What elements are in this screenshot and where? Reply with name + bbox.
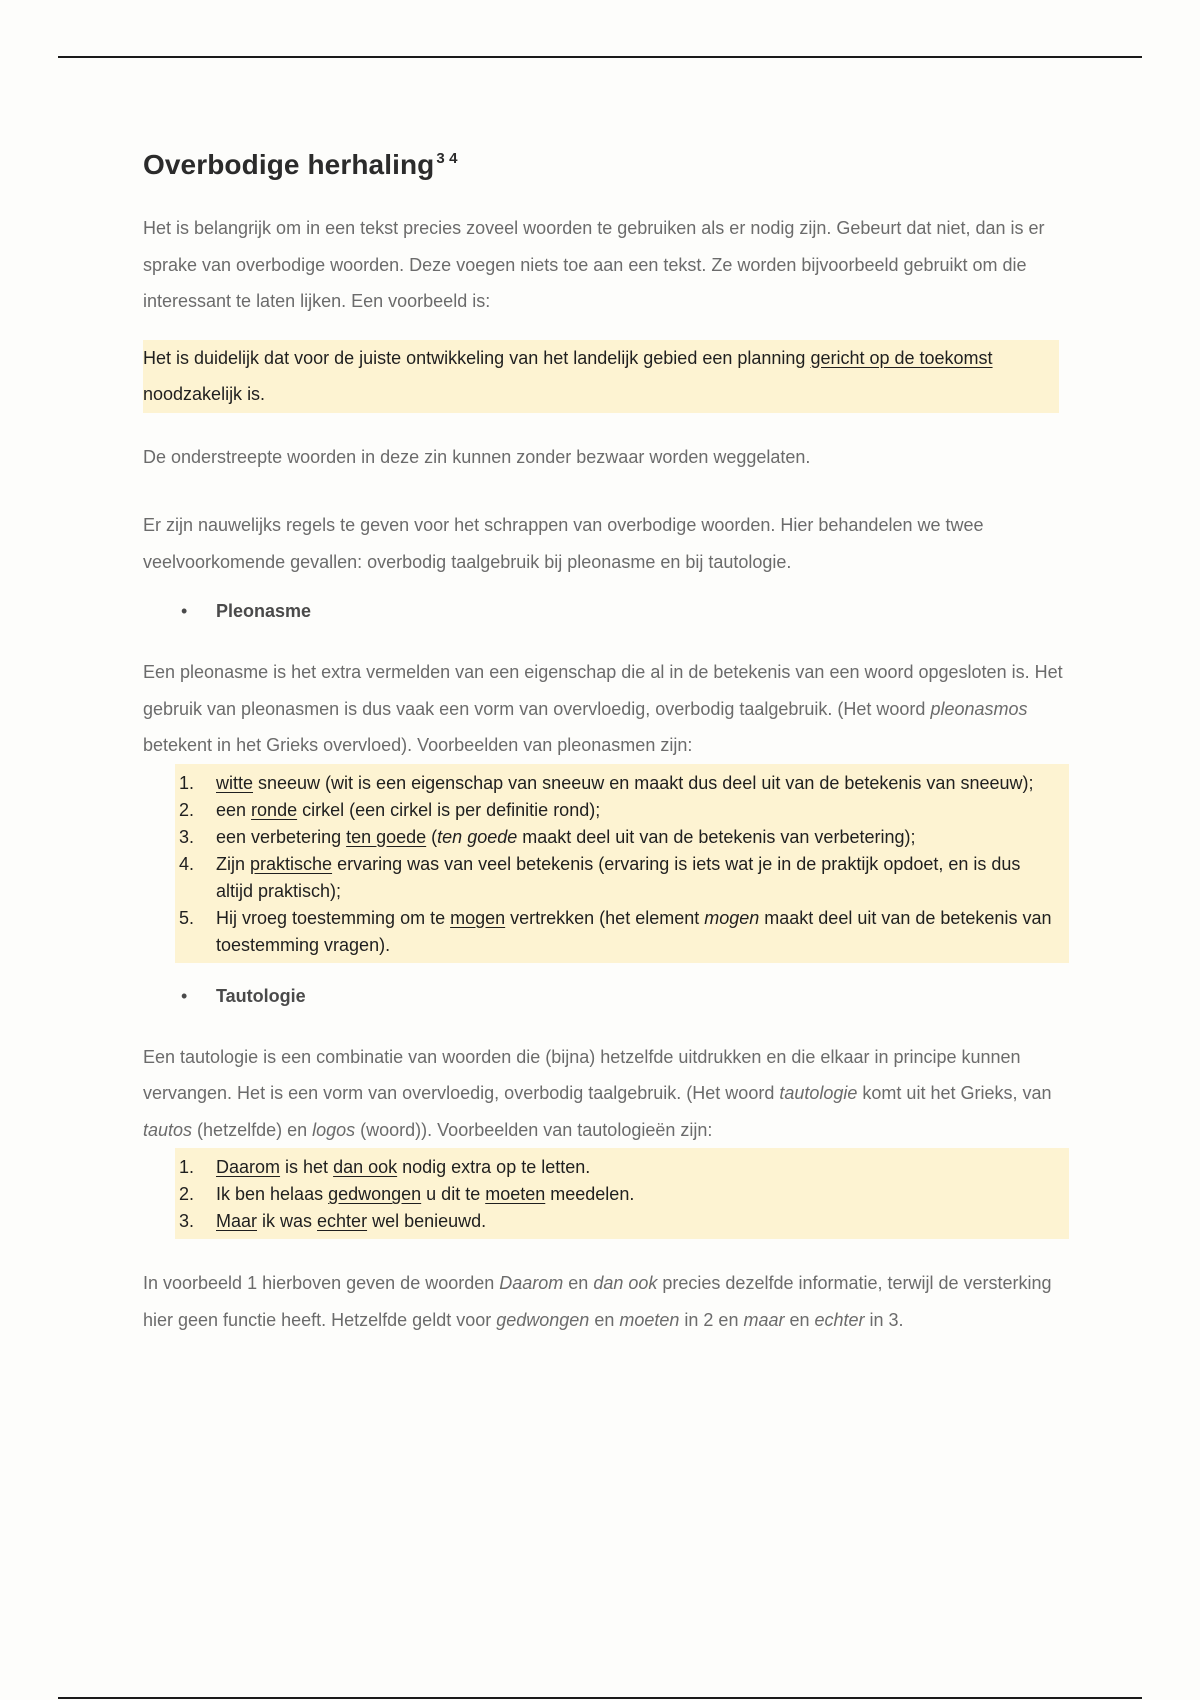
tautologie-paragraph: Een tautologie is een combinatie van woorden die (bijna) hetzelfde uitdrukken en die elkaar in principe kunnen vervangen. Het is een vorm van overvloedig, overbodig taalgebruik. (Het woord tautologie komt uit het Grieks, van tautos (hetzelfde) en logos (woord)). Voorbeelden van tautologieën zijn: bbox=[143, 1046, 1052, 1140]
section-heading-pleonasme: • Pleonasme bbox=[216, 596, 1063, 626]
bottom-rule bbox=[58, 1697, 1142, 1699]
explanation-paragraph: De onderstreepte woorden in deze zin kunnen zonder bezwaar worden weggelaten. bbox=[143, 446, 811, 467]
list-item: 4. Zijn praktische ervaring was van veel betekenis (ervaring is iets wat je in de praktijk opdoet, en is dus altijd praktisch); bbox=[179, 853, 1021, 901]
list-item: 5. Hij vroeg toestemming om te mogen vertrekken (het element mogen maakt deel uit van de betekenis van toestemming vragen). bbox=[179, 907, 1052, 955]
list-item: 1. witte sneeuw (wit is een eigenschap van sneeuw en maakt dus deel uit van de betekenis van sneeuw); bbox=[179, 772, 1034, 793]
list-item: 3. een verbetering ten goede (ten goede maakt deel uit van de betekenis van verbetering); bbox=[179, 826, 916, 847]
rules-paragraph: Er zijn nauwelijks regels te geven voor het schrappen van overbodige woorden. Hier behandelen we twee veelvoorkomende gevallen: overbodig taalgebruik bij pleonasme en bij tautologie. bbox=[143, 515, 984, 572]
intro-paragraph: Het is belangrijk om in een tekst precies zoveel woorden te gebruiken als er nodig zijn. Gebeurt dat niet, dan is er sprake van overbodige woorden. Deze voegen niets toe aan een tekst. Ze worden bijvoorbeeld gebruikt om die interessant te laten lijken. Een voorbeeld is: bbox=[143, 218, 1045, 311]
list-item: 2. een ronde cirkel (een cirkel is per definitie rond); bbox=[179, 799, 601, 820]
section-heading-tautologie: • Tautologie bbox=[216, 981, 1063, 1011]
example-sentence: Het is duidelijk dat voor de juiste ontwikkeling van het landelijk gebied een planning gericht op de toekomst noodzakelijk is. bbox=[143, 347, 993, 404]
tautologie-examples-list bbox=[175, 1148, 1069, 1239]
page-title: Overbodige herhaling $^{3 4}$ bbox=[143, 149, 458, 180]
document-body bbox=[143, 140, 1063, 1338]
list-item: 3. Maar ik was echter wel benieuwd. bbox=[179, 1211, 487, 1231]
footnote-refs: 3 4 bbox=[436, 150, 458, 167]
pleonasme-paragraph: Een pleonasme is het extra vermelden van een eigenschap die al in de betekenis van een woord opgesloten is. Het gebruik van pleonasmen is dus vaak een vorm van overvloedig, overbodig taalgebruik. (Het woord pleonasmos betekent in het Grieks overvloed). Voorbeelden van pleonasmen zijn: bbox=[143, 662, 1063, 755]
list-item: 1. Daarom is het dan ook nodig extra op te letten. bbox=[179, 1157, 591, 1177]
pleonasme-examples-list bbox=[175, 764, 1069, 963]
closing-paragraph: In voorbeeld 1 hierboven geven de woorden Daarom en dan ook precies dezelfde informatie, terwijl de versterking hier geen functie heeft. Hetzelfde geldt voor gedwongen en moeten in 2 en maar en echter in 3. bbox=[143, 1273, 1052, 1330]
list-item: 2. Ik ben helaas gedwongen u dit te moeten meedelen. bbox=[179, 1184, 635, 1204]
example-sentence-box bbox=[143, 340, 1059, 413]
underlined-words: gericht op de toekomst bbox=[810, 347, 993, 368]
top-rule bbox=[58, 56, 1142, 58]
